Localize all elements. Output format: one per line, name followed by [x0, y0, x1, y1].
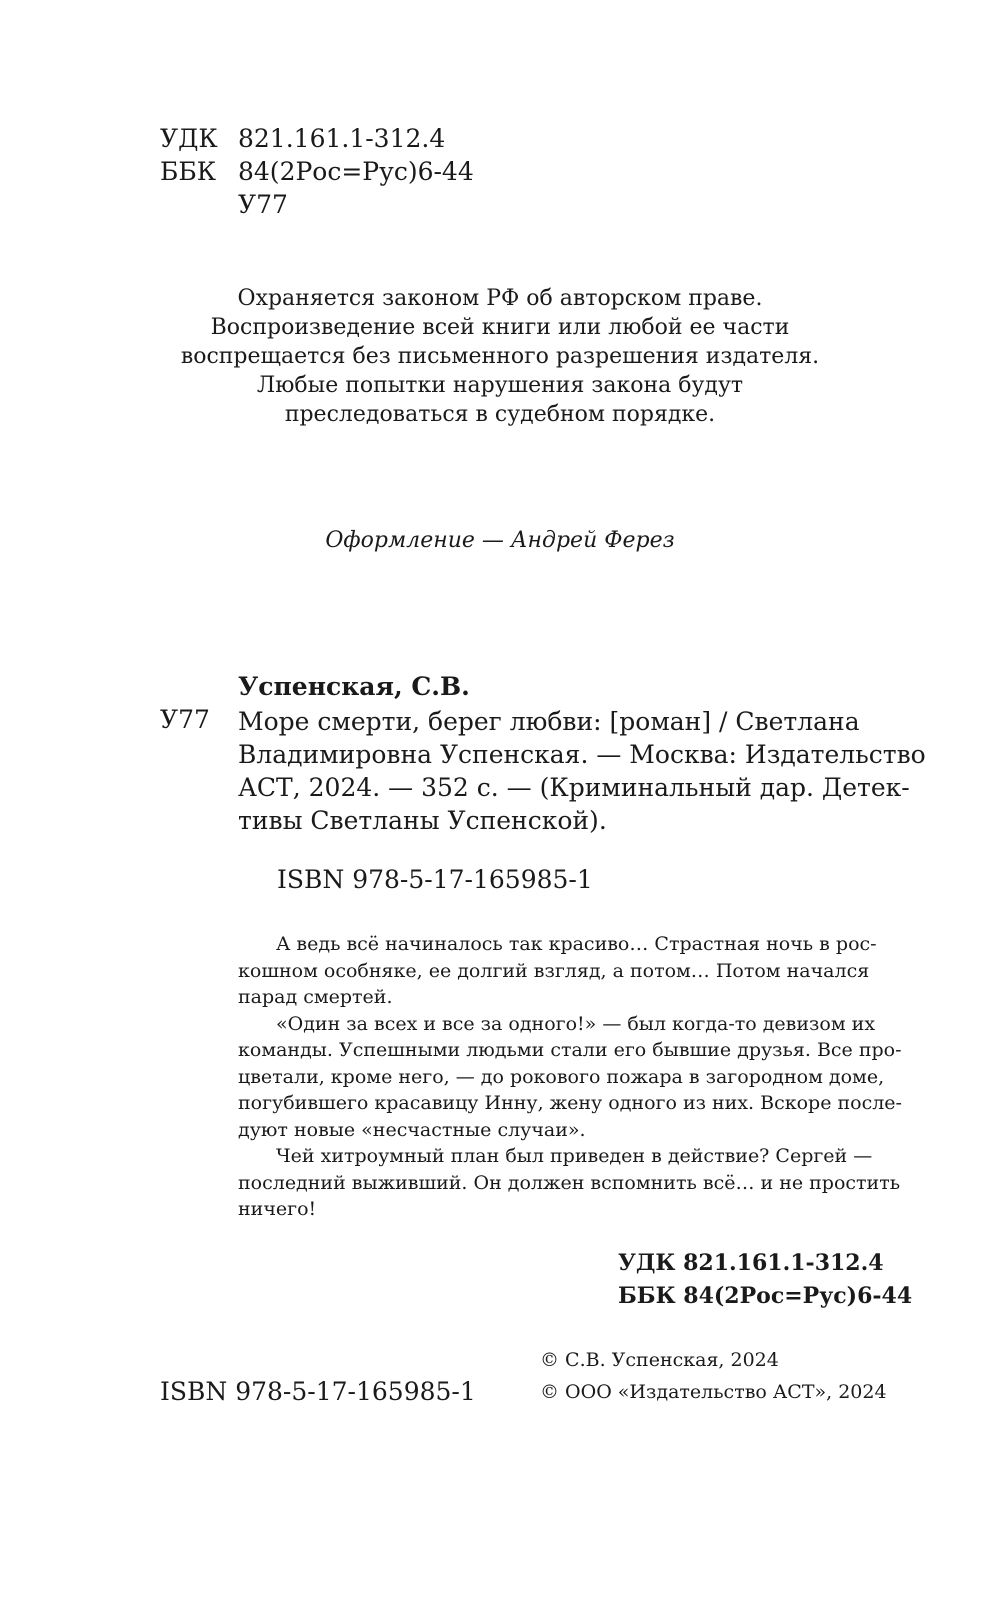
catalog-author: Успенская, С.В.	[238, 672, 470, 701]
annotation-line: погубившего красавицу Инну, жену одного из них. Вскоре после-	[238, 1092, 902, 1114]
udk-value: 821.161.1-312.4	[238, 124, 446, 153]
annotation-line: А ведь всё начиналось так красиво… Страстная ночь в рос-	[276, 933, 877, 955]
copyright-author: © С.В. Успенская, 2024	[540, 1349, 779, 1371]
footer-bbk: ББК 84(2Рос=Рус)6-44	[618, 1283, 913, 1309]
bbk-value: 84(2Рос=Рус)6-44	[238, 157, 474, 186]
annotation-line: последний выживший. Он должен вспомнить всё… и не простить	[238, 1171, 901, 1194]
annotation-line: Чей хитроумный план был приведен в действие? Сергей —	[276, 1145, 873, 1167]
annotation-line: команды. Успешными людьми стали его бывшие друзья. Все про-	[238, 1039, 902, 1061]
catalog-isbn: ISBN 978-5-17-165985-1	[277, 865, 593, 894]
footer-udk: УДК 821.161.1-312.4	[618, 1250, 884, 1276]
footer-isbn: ISBN 978-5-17-165985-1	[160, 1377, 476, 1406]
annotation-line: «Один за всех и все за одного!» — был когда-то девизом их	[276, 1012, 876, 1035]
annotation	[238, 931, 902, 1223]
catalog-line: тивы Светланы Успенской).	[238, 806, 607, 835]
design-credit: Оформление — Андрей Ферез	[325, 528, 675, 553]
catalog-line: АСТ, 2024. — 352 с. — (Криминальный дар. Детек-	[238, 773, 910, 802]
catalog-description	[238, 705, 926, 837]
notice-line: Воспроизведение всей книги или любой ее части	[210, 315, 790, 340]
notice-line: Любые попытки нарушения закона будут	[256, 373, 744, 398]
udk-label: УДК	[160, 124, 218, 153]
annotation-line: ничего!	[238, 1198, 317, 1220]
annotation-line: цветали, кроме него, — до рокового пожара в загородном доме,	[238, 1065, 885, 1088]
catalog-line: Владимировна Успенская. — Москва: Издательство	[238, 740, 926, 769]
copyright-notice	[0, 284, 1000, 429]
notice-line: Охраняется законом РФ об авторском праве.	[237, 286, 763, 311]
author-mark: У77	[238, 190, 288, 219]
catalog-mark: У77	[160, 705, 210, 734]
copyright-publisher: © ООО «Издательство АСТ», 2024	[540, 1381, 887, 1403]
annotation-line: кошном особняке, ее долгий взгляд, а потом… Потом начался	[238, 959, 870, 982]
annotation-line: дуют новые «несчастные случаи».	[238, 1118, 586, 1141]
notice-line: преследоваться в судебном порядке.	[284, 402, 716, 427]
bbk-label: ББК	[160, 157, 217, 186]
annotation-line: парад смертей.	[238, 986, 393, 1008]
notice-line: воспрещается без письменного разрешения издателя.	[180, 344, 820, 369]
catalog-line: Море смерти, берег любви: [роман] / Светлана	[238, 707, 860, 736]
